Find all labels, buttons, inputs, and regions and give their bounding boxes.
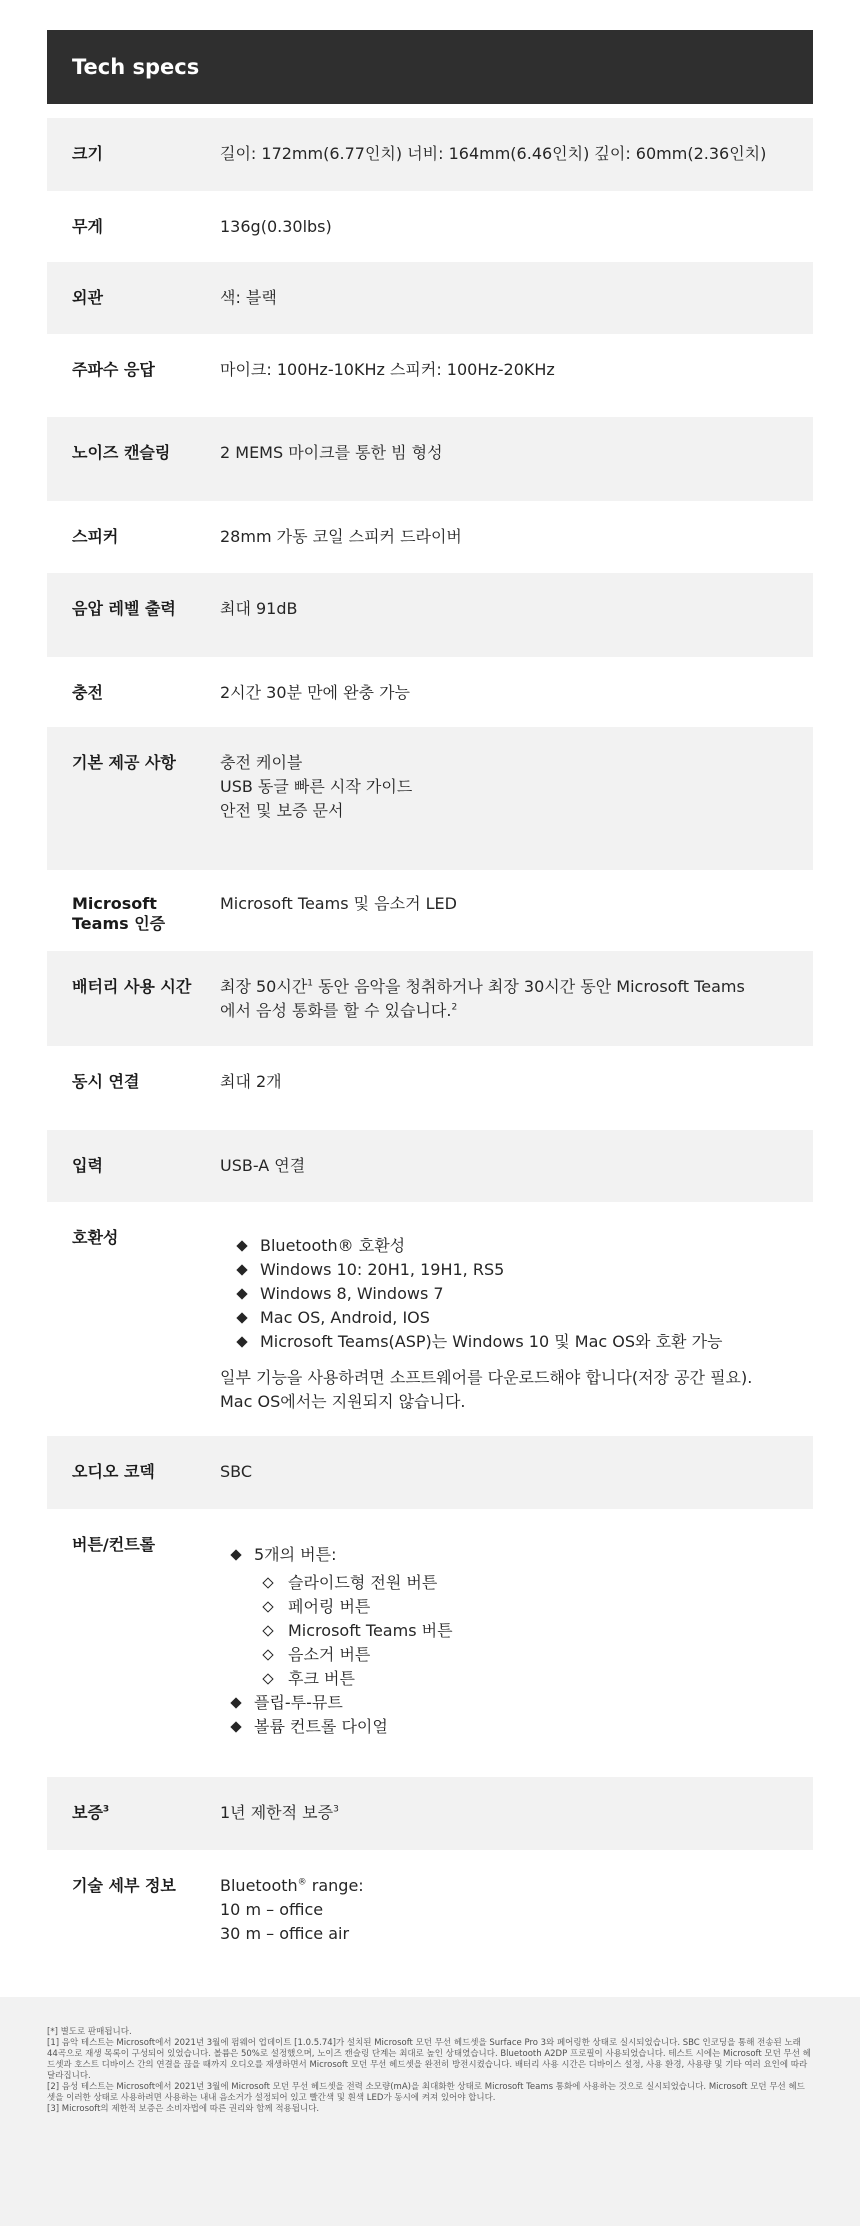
spec-row-noise-cancelling xyxy=(47,417,813,501)
spec-label: 호환성 xyxy=(72,1228,119,1247)
battery-text: 동안 음악을 청취하거나 최장 30시간 동안 Microsoft Teams xyxy=(313,977,745,996)
spec-label: Microsoft Teams 인증 xyxy=(72,894,166,933)
footnote-ref-3: 3 xyxy=(102,1804,110,1815)
battery-text: 에서 음성 통화를 할 수 있습니다. xyxy=(220,1001,452,1020)
spec-value: 마이크: 100Hz-10KHz 스피커: 100Hz-20KHz xyxy=(220,360,555,379)
spec-row-tech-details xyxy=(47,1850,813,1997)
list-item: 플립-투-뮤트 xyxy=(228,1691,790,1715)
tech-text: range: xyxy=(306,1876,364,1895)
footnote-ref-1: 1 xyxy=(307,978,314,989)
spec-label: 주파수 응답 xyxy=(72,360,155,379)
spec-row-input xyxy=(47,1130,813,1202)
spec-row-warranty xyxy=(47,1777,813,1850)
spec-value: SBC xyxy=(220,1462,253,1481)
footnote: [2] 음성 테스트는 Microsoft에서 2021년 3월에 Microsoft 모던 무선 헤드셋을 전력 소모량(mA)을 최대화한 상태로 Microsoft Teams 통화에 사용하는 것으로 실시되었습니다. Microsoft 모던 무선 헤드셋을 이러한 상태로 사용하려면 사용하는 내내 음소거가 설정되어 있고 빨간색 및 흰색 LED가 동시에 켜져 있어야 합니다. xyxy=(47,2082,805,2103)
spec-value: 136g(0.30lbs) xyxy=(220,217,332,236)
spec-row-charging xyxy=(47,657,813,727)
spec-row-buttons xyxy=(47,1509,813,1777)
spec-label: 기술 세부 정보 xyxy=(72,1876,176,1895)
page-title: Tech specs xyxy=(72,55,200,79)
spec-row-speaker xyxy=(47,501,813,573)
footnote: [*] 별도로 판매됩니다. xyxy=(47,2027,132,2037)
spec-label xyxy=(72,1803,202,1823)
tech-specs-header xyxy=(47,30,813,104)
spec-value: 최대 2개 xyxy=(220,1072,282,1091)
in-box-item: USB 동글 빠른 시작 가이드 xyxy=(220,777,413,796)
spec-row-battery xyxy=(47,951,813,1046)
compat-note xyxy=(220,1366,790,1414)
in-box-item: 충전 케이블 xyxy=(220,753,303,772)
spec-value-text: 1년 제한적 보증 xyxy=(220,1803,334,1822)
footnote-ref-2: 2 xyxy=(451,1002,458,1013)
list-item: Mac OS, Android, IOS xyxy=(234,1306,790,1330)
battery-line-2 xyxy=(220,999,790,1023)
buttons-sublist xyxy=(262,1571,790,1691)
spec-value: 최대 91dB xyxy=(220,599,298,618)
tech-text: Bluetooth xyxy=(220,1876,298,1895)
spec-row-size xyxy=(47,118,813,191)
battery-line-1 xyxy=(220,975,790,999)
spec-label: 노이즈 캔슬링 xyxy=(72,443,171,462)
tech-line: 30 m – office air xyxy=(220,1924,350,1943)
spec-value xyxy=(220,1232,790,1414)
spec-value: 2시간 30분 만에 완충 가능 xyxy=(220,683,410,702)
battery-text: 최장 50시간 xyxy=(220,977,308,996)
spec-row-weight xyxy=(47,191,813,262)
spec-value: Microsoft Teams 및 음소거 LED xyxy=(220,894,457,913)
spec-label: 무게 xyxy=(72,217,103,236)
spec-value-list xyxy=(220,751,790,823)
list-item: Windows 10: 20H1, 19H1, RS5 xyxy=(234,1258,790,1282)
spec-row-spl xyxy=(47,573,813,657)
list-item: 음소거 버튼 xyxy=(262,1643,790,1667)
spec-value: 색: 블랙 xyxy=(220,288,277,307)
list-item: Microsoft Teams(ASP)는 Windows 10 및 Mac OS와 호환 가능 xyxy=(234,1330,790,1354)
spec-value xyxy=(220,975,790,1023)
compat-list xyxy=(234,1234,790,1354)
spec-value xyxy=(220,1539,790,1739)
footnote-ref-3: 3 xyxy=(333,1804,339,1815)
list-item: Bluetooth® 호환성 xyxy=(234,1234,790,1258)
in-box-item: 안전 및 보증 문서 xyxy=(220,801,344,820)
registered-mark: ® xyxy=(297,1877,307,1888)
spec-row-exterior xyxy=(47,262,813,334)
spec-value: 2 MEMS 마이크를 통한 빔 형성 xyxy=(220,443,443,462)
list-item: 후크 버튼 xyxy=(262,1667,790,1691)
footnote: [1] 음악 테스트는 Microsoft에서 2021년 3월에 펌웨어 업데이트 [1.0.5.74]가 설치된 Microsoft 모던 무선 헤드셋을 Surface Pro 3와 페어링한 상태로 실시되었습니다. SBC 인코딩을 통해 전송된 노래 44곡으로 재생 목록이 구성되어 있었습니다. 볼륨은 50%로 설정했으며, 노이즈 캔슬링 단계는 최대로 높인 상태였습니다. Bluetooth A2DP 프로필이 사용되었습니다. 테스트 시에는 Microsoft 모던 무선 헤드셋과 호스트 디바이스 간의 연결을 끊을 때까지 오디오를 재생하면서 Microsoft 모던 무선 헤드셋을 완전히 방전시켰습니다. 배터리 사용 시간은 디바이스 설정, 사용 환경, 사용량 및 기타 여러 요인에 따라 달라집니다. xyxy=(47,2038,811,2081)
spec-label-text: 보증 xyxy=(72,1803,103,1822)
spec-label: 오디오 코덱 xyxy=(72,1462,155,1481)
spec-row-codec xyxy=(47,1436,813,1509)
spec-value: 28mm 가동 코일 스피커 드라이버 xyxy=(220,527,462,546)
footnote: [3] Microsoft의 제한적 보증은 소비자법에 따른 권리와 함께 적용됩니다. xyxy=(47,2104,320,2114)
tech-line: 10 m – office xyxy=(220,1900,324,1919)
spec-value xyxy=(220,1874,790,1946)
spec-row-compatibility xyxy=(47,1202,813,1436)
list-item xyxy=(228,1543,790,1691)
spec-label: 입력 xyxy=(72,1156,103,1175)
footnotes xyxy=(0,1997,860,2226)
compat-note-line: Mac OS에서는 지원되지 않습니다. xyxy=(220,1392,466,1411)
spec-label: 버튼/컨트롤 xyxy=(72,1535,156,1554)
spec-value: USB-A 연결 xyxy=(220,1156,306,1175)
spec-row-frequency xyxy=(47,334,813,417)
compat-note-line: 일부 기능을 사용하려면 소프트웨어를 다운로드해야 합니다(저장 공간 필요). xyxy=(220,1368,753,1387)
list-item: Windows 8, Windows 7 xyxy=(234,1282,790,1306)
spec-row-in-box xyxy=(47,727,813,870)
spec-label: 스피커 xyxy=(72,527,119,546)
spec-label: 동시 연결 xyxy=(72,1072,140,1091)
spec-label: 음압 레벨 출력 xyxy=(72,599,176,618)
list-item: 슬라이드형 전원 버튼 xyxy=(262,1571,790,1595)
spec-row-multipoint xyxy=(47,1046,813,1130)
list-item: 볼륨 컨트롤 다이얼 xyxy=(228,1715,790,1739)
list-item: 페어링 버튼 xyxy=(262,1595,790,1619)
spec-label: 외관 xyxy=(72,288,103,307)
spec-label: 기본 제공 사항 xyxy=(72,753,176,772)
buttons-list xyxy=(228,1543,790,1739)
tech-line xyxy=(220,1874,790,1898)
spec-value xyxy=(220,1801,790,1825)
spec-label: 배터리 사용 시간 xyxy=(72,977,192,996)
spec-value: 길이: 172mm(6.77인치) 너비: 164mm(6.46인치) 깊이: 60mm(2.36인치) xyxy=(220,144,767,163)
spec-label: 크기 xyxy=(72,144,103,163)
button-group-label: 5개의 버튼: xyxy=(254,1545,337,1564)
list-item: Microsoft Teams 버튼 xyxy=(262,1619,790,1643)
spec-row-teams-cert xyxy=(47,870,813,951)
spec-label: 충전 xyxy=(72,683,103,702)
